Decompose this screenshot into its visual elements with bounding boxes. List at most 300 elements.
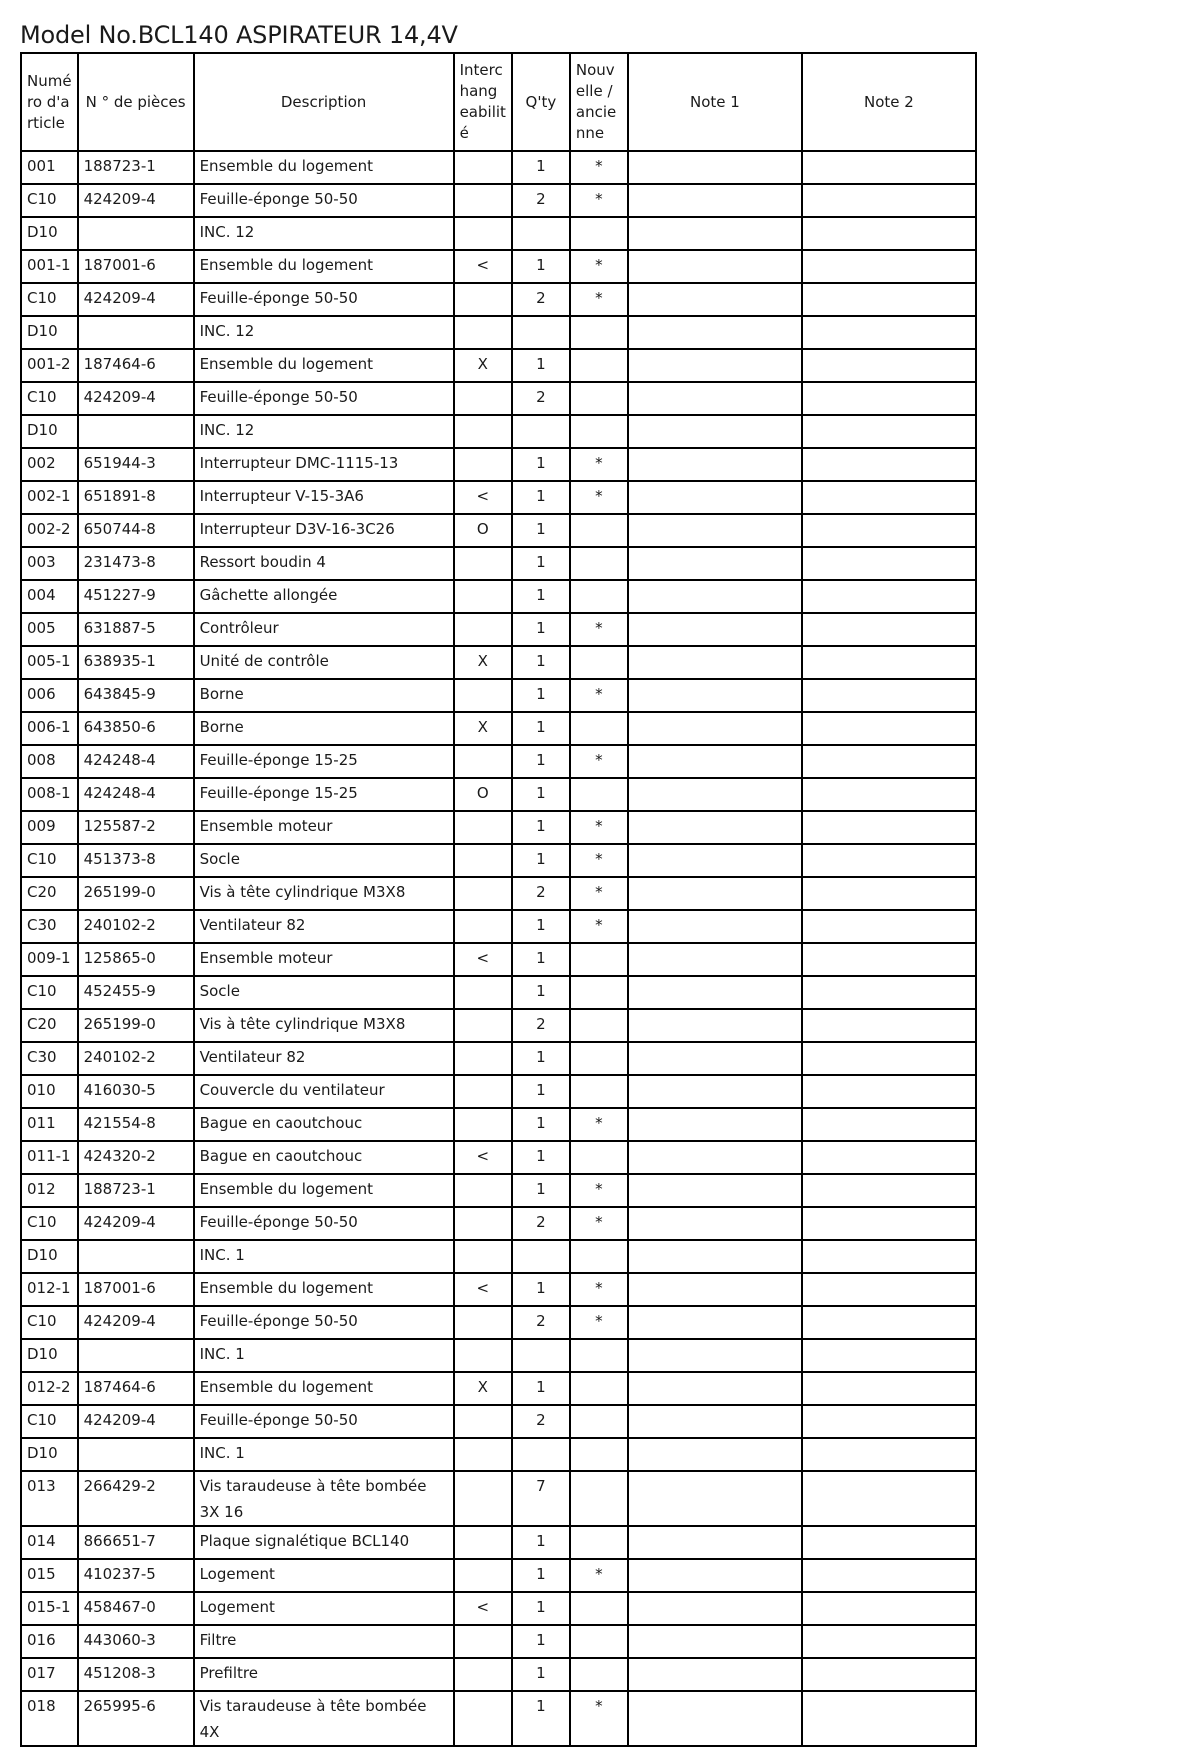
part-number-cell: 265199-0: [78, 1009, 194, 1042]
interchangeability-cell: [454, 283, 512, 316]
quantity-cell: 1: [512, 1108, 570, 1141]
part-number-cell: 452455-9: [78, 976, 194, 1009]
note-1-cell: [628, 1625, 802, 1658]
description-cell: Socle: [194, 976, 454, 1009]
item-number-cell: 006: [21, 679, 78, 712]
interchangeability-cell: [454, 976, 512, 1009]
new-old-cell: [570, 646, 628, 679]
part-number-cell: 451208-3: [78, 1658, 194, 1691]
table-row: [21, 481, 976, 514]
new-old-cell: *: [570, 184, 628, 217]
quantity-cell: 2: [512, 1405, 570, 1438]
table-row: [21, 976, 976, 1009]
note-2-cell: [802, 316, 976, 349]
item-number-cell: C30: [21, 1042, 78, 1075]
part-number-cell: 424209-4: [78, 1207, 194, 1240]
note-1-cell: [628, 976, 802, 1009]
table-row: [21, 745, 976, 778]
interchangeability-cell: [454, 1691, 512, 1746]
note-1-cell: [628, 151, 802, 184]
table-row: [21, 547, 976, 580]
part-number-cell: 266429-2: [78, 1471, 194, 1526]
quantity-cell: 1: [512, 613, 570, 646]
table-row: [21, 382, 976, 415]
note-2-cell: [802, 1207, 976, 1240]
table-row: [21, 910, 976, 943]
table-row: [21, 1471, 976, 1526]
part-number-cell: 451227-9: [78, 580, 194, 613]
header-part-number: N ° de pièces: [78, 53, 194, 151]
description-cell: Feuille-éponge 50-50: [194, 1405, 454, 1438]
new-old-cell: *: [570, 1306, 628, 1339]
quantity-cell: 1: [512, 1559, 570, 1592]
new-old-cell: *: [570, 250, 628, 283]
quantity-cell: 1: [512, 745, 570, 778]
interchangeability-cell: [454, 217, 512, 250]
table-row: [21, 1691, 976, 1746]
part-number-cell: 866651-7: [78, 1526, 194, 1559]
part-number-cell: 451373-8: [78, 844, 194, 877]
table-row: [21, 580, 976, 613]
new-old-cell: [570, 1009, 628, 1042]
interchangeability-cell: O: [454, 514, 512, 547]
item-number-cell: 015: [21, 1559, 78, 1592]
quantity-cell: 7: [512, 1471, 570, 1526]
item-number-cell: 001-2: [21, 349, 78, 382]
new-old-cell: [570, 778, 628, 811]
note-2-cell: [802, 1108, 976, 1141]
note-2-cell: [802, 1559, 976, 1592]
interchangeability-cell: X: [454, 646, 512, 679]
part-number-cell: 416030-5: [78, 1075, 194, 1108]
new-old-cell: [570, 1658, 628, 1691]
interchangeability-cell: [454, 1042, 512, 1075]
quantity-cell: [512, 1240, 570, 1273]
new-old-cell: [570, 1405, 628, 1438]
table-row: [21, 1306, 976, 1339]
part-number-cell: 638935-1: [78, 646, 194, 679]
interchangeability-cell: [454, 1339, 512, 1372]
note-1-cell: [628, 1339, 802, 1372]
quantity-cell: [512, 316, 570, 349]
note-1-cell: [628, 1306, 802, 1339]
note-2-cell: [802, 1174, 976, 1207]
quantity-cell: 2: [512, 184, 570, 217]
interchangeability-cell: <: [454, 250, 512, 283]
note-1-cell: [628, 943, 802, 976]
note-1-cell: [628, 448, 802, 481]
quantity-cell: [512, 1438, 570, 1471]
interchangeability-cell: <: [454, 1141, 512, 1174]
quantity-cell: 2: [512, 283, 570, 316]
item-number-cell: 005: [21, 613, 78, 646]
quantity-cell: 1: [512, 844, 570, 877]
note-1-cell: [628, 1207, 802, 1240]
new-old-cell: [570, 1042, 628, 1075]
item-number-cell: 011: [21, 1108, 78, 1141]
table-row: [21, 844, 976, 877]
table-row: [21, 1042, 976, 1075]
description-cell: Feuille-éponge 50-50: [194, 184, 454, 217]
part-number-cell: 424209-4: [78, 1306, 194, 1339]
new-old-cell: [570, 1075, 628, 1108]
item-number-cell: 005-1: [21, 646, 78, 679]
quantity-cell: 2: [512, 1207, 570, 1240]
part-number-cell: 651891-8: [78, 481, 194, 514]
interchangeability-cell: [454, 910, 512, 943]
description-cell: Feuille-éponge 15-25: [194, 778, 454, 811]
note-2-cell: [802, 415, 976, 448]
table-row: [21, 679, 976, 712]
item-number-cell: 002: [21, 448, 78, 481]
quantity-cell: 1: [512, 976, 570, 1009]
interchangeability-cell: [454, 184, 512, 217]
interchangeability-cell: <: [454, 481, 512, 514]
item-number-cell: C10: [21, 283, 78, 316]
quantity-cell: 1: [512, 679, 570, 712]
interchangeability-cell: [454, 415, 512, 448]
description-cell: Vis à tête cylindrique M3X8: [194, 1009, 454, 1042]
item-number-cell: C20: [21, 1009, 78, 1042]
new-old-cell: *: [570, 844, 628, 877]
table-row: [21, 1240, 976, 1273]
new-old-cell: [570, 1339, 628, 1372]
item-number-cell: 012-2: [21, 1372, 78, 1405]
item-number-cell: C10: [21, 382, 78, 415]
note-1-cell: [628, 316, 802, 349]
quantity-cell: 1: [512, 1691, 570, 1746]
quantity-cell: [512, 1339, 570, 1372]
table-row: [21, 1526, 976, 1559]
part-number-cell: [78, 1339, 194, 1372]
item-number-cell: C10: [21, 976, 78, 1009]
new-old-cell: *: [570, 448, 628, 481]
item-number-cell: C30: [21, 910, 78, 943]
description-cell: Borne: [194, 712, 454, 745]
description-cell: Feuille-éponge 15-25: [194, 745, 454, 778]
quantity-cell: 1: [512, 646, 570, 679]
note-2-cell: [802, 580, 976, 613]
note-2-cell: [802, 151, 976, 184]
new-old-cell: [570, 415, 628, 448]
part-number-cell: 240102-2: [78, 1042, 194, 1075]
note-1-cell: [628, 1592, 802, 1625]
item-number-cell: D10: [21, 1438, 78, 1471]
part-number-cell: 643850-6: [78, 712, 194, 745]
description-cell: Feuille-éponge 50-50: [194, 382, 454, 415]
quantity-cell: 1: [512, 1625, 570, 1658]
part-number-cell: [78, 316, 194, 349]
item-number-cell: 004: [21, 580, 78, 613]
note-1-cell: [628, 1273, 802, 1306]
part-number-cell: 443060-3: [78, 1625, 194, 1658]
item-number-cell: 012-1: [21, 1273, 78, 1306]
new-old-cell: *: [570, 877, 628, 910]
description-cell: Ensemble du logement: [194, 1174, 454, 1207]
interchangeability-cell: X: [454, 1372, 512, 1405]
part-number-cell: 188723-1: [78, 151, 194, 184]
item-number-cell: C10: [21, 1405, 78, 1438]
quantity-cell: 1: [512, 712, 570, 745]
quantity-cell: 1: [512, 1273, 570, 1306]
note-2-cell: [802, 283, 976, 316]
new-old-cell: [570, 217, 628, 250]
note-2-cell: [802, 613, 976, 646]
description-cell: Vis à tête cylindrique M3X8: [194, 877, 454, 910]
note-2-cell: [802, 1141, 976, 1174]
header-note-1: Note 1: [628, 53, 802, 151]
table-row: [21, 448, 976, 481]
description-cell: Logement: [194, 1592, 454, 1625]
parts-table-body: [21, 151, 976, 1746]
description-cell: Unité de contrôle: [194, 646, 454, 679]
new-old-cell: *: [570, 1174, 628, 1207]
interchangeability-cell: [454, 1108, 512, 1141]
item-number-cell: D10: [21, 1240, 78, 1273]
note-2-cell: [802, 481, 976, 514]
quantity-cell: 1: [512, 1075, 570, 1108]
item-number-cell: 008-1: [21, 778, 78, 811]
description-cell: Feuille-éponge 50-50: [194, 283, 454, 316]
note-1-cell: [628, 712, 802, 745]
note-1-cell: [628, 514, 802, 547]
interchangeability-cell: [454, 1306, 512, 1339]
note-2-cell: [802, 745, 976, 778]
table-row: [21, 316, 976, 349]
description-cell: Ensemble du logement: [194, 151, 454, 184]
description-cell: Bague en caoutchouc: [194, 1108, 454, 1141]
item-number-cell: D10: [21, 1339, 78, 1372]
description-cell: Couvercle du ventilateur: [194, 1075, 454, 1108]
note-2-cell: [802, 1592, 976, 1625]
note-2-cell: [802, 1240, 976, 1273]
table-row: [21, 1559, 976, 1592]
item-number-cell: D10: [21, 217, 78, 250]
item-number-cell: C10: [21, 1306, 78, 1339]
item-number-cell: 015-1: [21, 1592, 78, 1625]
part-number-cell: 424209-4: [78, 184, 194, 217]
new-old-cell: *: [570, 1108, 628, 1141]
note-2-cell: [802, 976, 976, 1009]
part-number-cell: 424248-4: [78, 778, 194, 811]
new-old-cell: [570, 1592, 628, 1625]
note-2-cell: [802, 811, 976, 844]
interchangeability-cell: [454, 844, 512, 877]
new-old-cell: *: [570, 151, 628, 184]
new-old-cell: [570, 1372, 628, 1405]
interchangeability-cell: [454, 1240, 512, 1273]
quantity-cell: [512, 217, 570, 250]
item-number-cell: 008: [21, 745, 78, 778]
note-1-cell: [628, 547, 802, 580]
description-cell: Ensemble du logement: [194, 349, 454, 382]
note-2-cell: [802, 877, 976, 910]
note-2-cell: [802, 1273, 976, 1306]
parts-table: [20, 52, 977, 1747]
note-1-cell: [628, 613, 802, 646]
description-cell: Bague en caoutchouc: [194, 1141, 454, 1174]
description-cell: Ressort boudin 4: [194, 547, 454, 580]
interchangeability-cell: [454, 1438, 512, 1471]
note-1-cell: [628, 910, 802, 943]
description-cell: Feuille-éponge 50-50: [194, 1306, 454, 1339]
note-2-cell: [802, 646, 976, 679]
description-cell: Ensemble du logement: [194, 1372, 454, 1405]
note-2-cell: [802, 448, 976, 481]
page-title: Model No.BCL140 ASPIRATEUR 14,4V: [20, 21, 458, 49]
table-row: [21, 646, 976, 679]
note-2-cell: [802, 1306, 976, 1339]
note-2-cell: [802, 1658, 976, 1691]
quantity-cell: 1: [512, 1141, 570, 1174]
interchangeability-cell: [454, 382, 512, 415]
new-old-cell: *: [570, 1273, 628, 1306]
note-1-cell: [628, 1141, 802, 1174]
item-number-cell: C20: [21, 877, 78, 910]
description-cell: Socle: [194, 844, 454, 877]
new-old-cell: *: [570, 745, 628, 778]
interchangeability-cell: [454, 1471, 512, 1526]
item-number-cell: 009-1: [21, 943, 78, 976]
item-number-cell: D10: [21, 415, 78, 448]
part-number-cell: 188723-1: [78, 1174, 194, 1207]
new-old-cell: *: [570, 811, 628, 844]
quantity-cell: 1: [512, 514, 570, 547]
note-1-cell: [628, 844, 802, 877]
interchangeability-cell: [454, 679, 512, 712]
part-number-cell: 231473-8: [78, 547, 194, 580]
quantity-cell: 1: [512, 778, 570, 811]
note-1-cell: [628, 481, 802, 514]
part-number-cell: 187001-6: [78, 1273, 194, 1306]
part-number-cell: 458467-0: [78, 1592, 194, 1625]
item-number-cell: 002-1: [21, 481, 78, 514]
quantity-cell: 1: [512, 547, 570, 580]
table-row: [21, 1438, 976, 1471]
part-number-cell: 265995-6: [78, 1691, 194, 1746]
header-item-number: Numé ro d'a rticle: [21, 53, 78, 151]
interchangeability-cell: <: [454, 1592, 512, 1625]
description-cell: Feuille-éponge 50-50: [194, 1207, 454, 1240]
quantity-cell: 1: [512, 349, 570, 382]
header-quantity: Q'ty: [512, 53, 570, 151]
note-2-cell: [802, 547, 976, 580]
note-1-cell: [628, 1042, 802, 1075]
note-1-cell: [628, 646, 802, 679]
note-2-cell: [802, 679, 976, 712]
table-row: [21, 184, 976, 217]
new-old-cell: [570, 1625, 628, 1658]
note-2-cell: [802, 910, 976, 943]
note-2-cell: [802, 184, 976, 217]
new-old-cell: *: [570, 1691, 628, 1746]
quantity-cell: 1: [512, 910, 570, 943]
note-2-cell: [802, 844, 976, 877]
note-1-cell: [628, 217, 802, 250]
table-row: [21, 1174, 976, 1207]
note-1-cell: [628, 1658, 802, 1691]
interchangeability-cell: [454, 1559, 512, 1592]
quantity-cell: [512, 415, 570, 448]
description-cell: INC. 1: [194, 1438, 454, 1471]
note-2-cell: [802, 778, 976, 811]
part-number-cell: 424320-2: [78, 1141, 194, 1174]
description-cell: Interrupteur DMC-1115-13: [194, 448, 454, 481]
quantity-cell: 1: [512, 1372, 570, 1405]
quantity-cell: 1: [512, 1592, 570, 1625]
part-number-cell: 424248-4: [78, 745, 194, 778]
table-row: [21, 1625, 976, 1658]
interchangeability-cell: [454, 316, 512, 349]
table-row: [21, 1207, 976, 1240]
note-1-cell: [628, 811, 802, 844]
quantity-cell: 1: [512, 151, 570, 184]
description-cell: Interrupteur V-15-3A6: [194, 481, 454, 514]
interchangeability-cell: X: [454, 349, 512, 382]
header-description: Description: [194, 53, 454, 151]
note-2-cell: [802, 349, 976, 382]
interchangeability-cell: [454, 1658, 512, 1691]
quantity-cell: 1: [512, 250, 570, 283]
note-1-cell: [628, 877, 802, 910]
new-old-cell: *: [570, 1207, 628, 1240]
note-1-cell: [628, 184, 802, 217]
new-old-cell: [570, 1438, 628, 1471]
part-number-cell: 187001-6: [78, 250, 194, 283]
new-old-cell: [570, 580, 628, 613]
description-cell: Ensemble du logement: [194, 1273, 454, 1306]
table-row: [21, 1273, 976, 1306]
part-number-cell: 265199-0: [78, 877, 194, 910]
quantity-cell: 2: [512, 382, 570, 415]
description-cell: Contrôleur: [194, 613, 454, 646]
note-2-cell: [802, 382, 976, 415]
table-row: [21, 514, 976, 547]
note-1-cell: [628, 1526, 802, 1559]
item-number-cell: D10: [21, 316, 78, 349]
note-2-cell: [802, 1372, 976, 1405]
item-number-cell: 001-1: [21, 250, 78, 283]
part-number-cell: [78, 1240, 194, 1273]
quantity-cell: 2: [512, 877, 570, 910]
interchangeability-cell: [454, 1526, 512, 1559]
quantity-cell: 1: [512, 811, 570, 844]
part-number-cell: 631887-5: [78, 613, 194, 646]
part-number-cell: 125587-2: [78, 811, 194, 844]
note-1-cell: [628, 1471, 802, 1526]
table-row: [21, 778, 976, 811]
table-row: [21, 1141, 976, 1174]
interchangeability-cell: X: [454, 712, 512, 745]
quantity-cell: 1: [512, 943, 570, 976]
note-1-cell: [628, 415, 802, 448]
new-old-cell: [570, 712, 628, 745]
quantity-cell: 2: [512, 1009, 570, 1042]
new-old-cell: [570, 382, 628, 415]
part-number-cell: [78, 217, 194, 250]
part-number-cell: 424209-4: [78, 283, 194, 316]
part-number-cell: [78, 1438, 194, 1471]
table-row: [21, 283, 976, 316]
interchangeability-cell: [454, 613, 512, 646]
note-2-cell: [802, 1471, 976, 1526]
description-cell: Ensemble moteur: [194, 943, 454, 976]
note-1-cell: [628, 1405, 802, 1438]
note-1-cell: [628, 1372, 802, 1405]
new-old-cell: [570, 349, 628, 382]
interchangeability-cell: [454, 1405, 512, 1438]
table-row: [21, 943, 976, 976]
